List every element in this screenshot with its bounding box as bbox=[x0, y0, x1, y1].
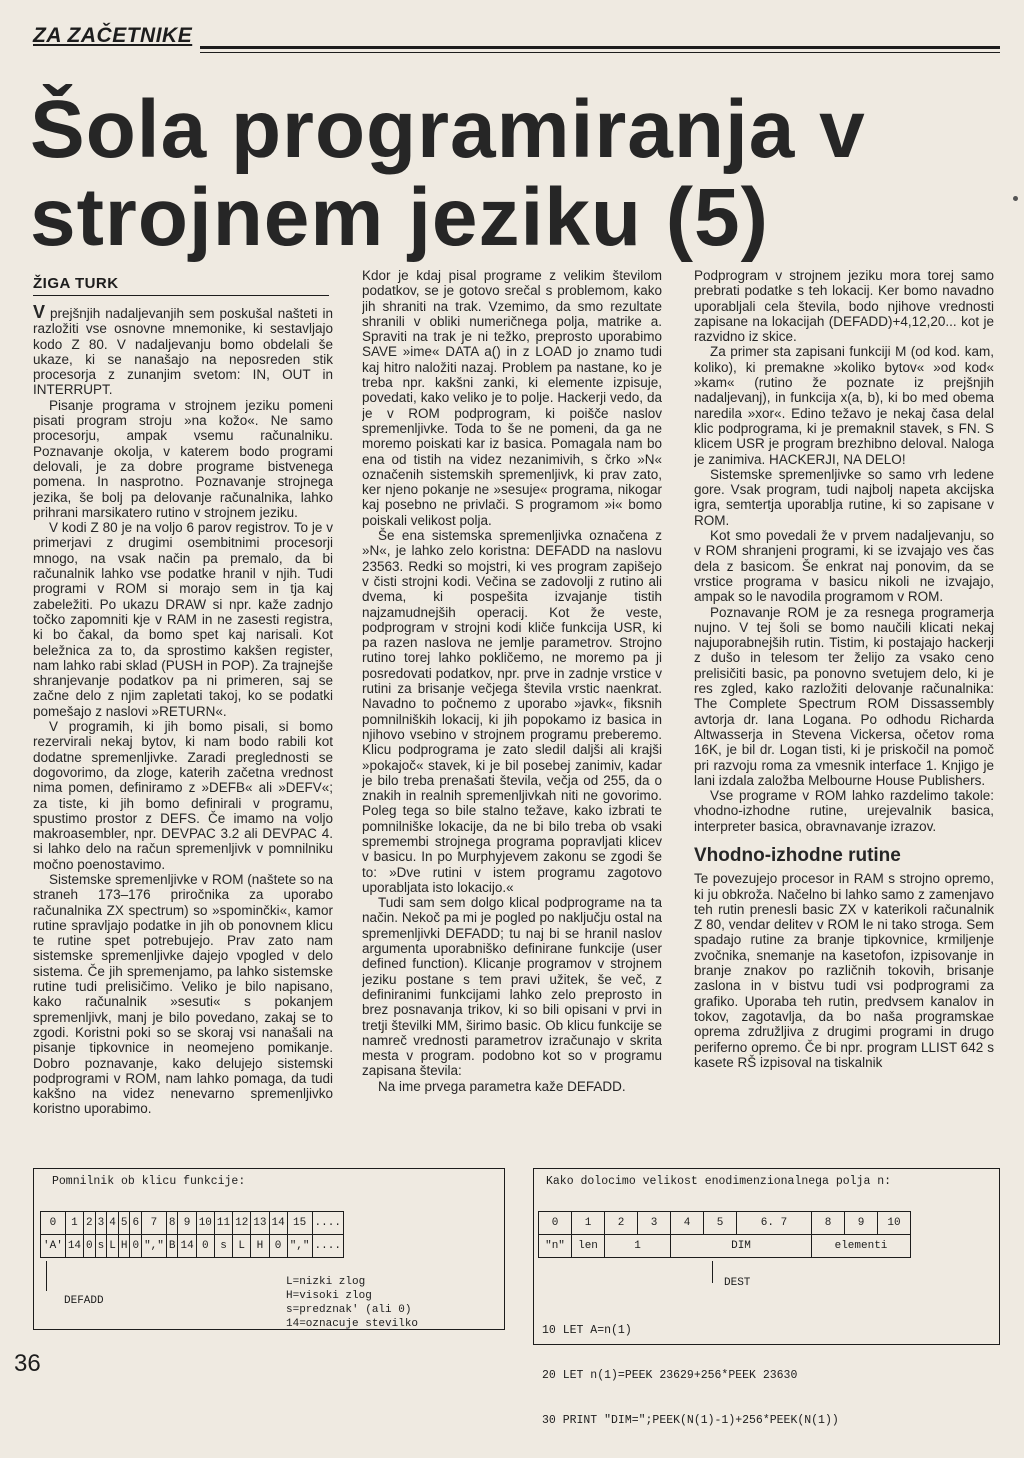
paragraph: Za primer sta zapisani funkciji M (od kod. kam, koliko), ki premakne »koliko bytov« »od kod« »kam« (rutino že poznate iz prejšnjih nadaljevanj), in funkcija x(a, b), ki bo med obema naredila »xor«. Edino težavo je nekaj časa delal klic podprograma, ki je premaknil stavek, s FN. S klicem USR je program brezhibno deloval. Naloga je zanimiva. HACKERJI, NA DELO! bbox=[694, 344, 994, 467]
array-table bbox=[538, 1211, 911, 1258]
drop-letter: V bbox=[33, 305, 46, 322]
table-cell: .... bbox=[312, 1235, 343, 1258]
paragraph: Na ime prvega parametra kaže DEFADD. bbox=[378, 1078, 626, 1094]
table-cell: 0 bbox=[539, 1212, 572, 1235]
table-cell: len bbox=[572, 1235, 605, 1258]
table-cell: 0 bbox=[196, 1235, 214, 1258]
legend-item: H=visoki zlog bbox=[286, 1290, 372, 1302]
table-cell: 0 bbox=[84, 1235, 96, 1258]
table-cell: "," bbox=[287, 1235, 312, 1258]
table-cell: s bbox=[214, 1235, 232, 1258]
table-cell: 6 bbox=[130, 1212, 142, 1235]
table-cell: H bbox=[251, 1235, 269, 1258]
table-cell: 1 bbox=[572, 1212, 605, 1235]
table-cell: 1 bbox=[605, 1235, 671, 1258]
title-line-2: strojnem jeziku (5) bbox=[30, 172, 769, 263]
table-cell: 5 bbox=[118, 1212, 130, 1235]
legend bbox=[286, 1275, 418, 1331]
table-cell: 10 bbox=[196, 1212, 214, 1235]
paragraph: Sistemske spremenljivke v ROM (naštete so na straneh 173–176 priročnika za uporabo računalnika ZX spectrum) so »spominčki«, kamor rutine spravljajo podatke in jih ob ponovnem klicu te rutine spet potrebujejo. Prav zato nam sistemske spremenljivke dajejo vpogled v delo sistema. Če jih spremenjamo, pa lahko sistemske rutine tudi prelisičimo. Veliko je bilo napisano, kako računalnik »sesuti« s pokanjem spremenljivk, manj je bilo povedano, zakaj se to zgodi. Koristni poki so se skoraj vsi nanašali na pisanje tipkovnice in neomejeno pomikanje. Dobro poznavanje, kako delujejo sistemski podprogrami v ROM, nam lahko pomaga, da tudi kakšno na videz nenevarno spremenljivko koristno uporabimo. bbox=[33, 871, 333, 1117]
pointer-line bbox=[712, 1261, 714, 1283]
value-row bbox=[41, 1235, 344, 1258]
paragraph: Kdor je kdaj pisal programe z velikim številom podatkov, se je gotovo srečal s problemom, kako jih shraniti na trak. Vzemimo, da smo rezultate shranili v obliki numeričnega polja, matrike a. Spraviti na trak je ni težko, preprosto uporabimo SAVE »ime« DATA a() in z LOAD jo znamo tudi kaj hitro naložiti nazaj. Problem pa nastane, ko je treba npr. kakšni zanki, ki elemente izpisuje, povedati, kako veliko je to polje. Hackerji vedo, da je v ROM podprogram, ki poišče naslov spremenljivke. Toda to še ne pomeni, da ga ne moremo poiskati kar iz basica. Pomagala nam bo ena od tistih na videz nezanimivih, s črko »N« označenih sistemskih spremenljivk, ki prav zato, ker njeno pokanje ne »sesuje« programa, nikogar kaj posebno ne privlači. S programom »i« bomo poiskali velikost polja. bbox=[362, 268, 662, 528]
table-cell: 9 bbox=[845, 1212, 878, 1235]
pointer-label: DEFADD bbox=[64, 1295, 104, 1307]
table-cell: 2 bbox=[84, 1212, 96, 1235]
section-tag: ZA ZAČETNIKE bbox=[33, 24, 193, 47]
figure-caption: Kako dolocimo velikost enodimenzionalnega polja n: bbox=[546, 1175, 892, 1188]
paragraph-text: prejšnjih nadaljevanjih sem poskušal našteti in razložiti vse osnovne mnemonike, ki sestavljajo kodo Z 80. V nadaljevanju bomo obdelali še ukaze, ki se nanašajo na neposreden stik procesorja z zunanjim svetom: IN, OUT in INTERRUPT. bbox=[33, 306, 333, 398]
table-cell: s bbox=[95, 1235, 107, 1258]
table-cell: .... bbox=[312, 1212, 343, 1235]
table-cell: 9 bbox=[178, 1212, 196, 1235]
author: ŽIGA TURK bbox=[33, 275, 119, 292]
paragraph: Te povezujejo procesor in RAM s strojno opremo, ki ju obkroža. Načelno bi lahko samo z zamenjavo teh rutin prenesli basic ZX v katerikoli računalnik Z 80, vendar delitev v ROM le ni tako stroga. Sem spadajo rutine za branje tipkovnice, krmiljenje zvočnika, snemanje na kasetofon, izpisovanje in branje znakov po različnih tokovih, brisanje zaslona in v bistvu tudi vsi podprogrami za grafiko. Uporaba teh rutin, predvsem kanalov in tokov, zagotavlja, da bo naša programskae oprema združljiva z drugimi programi in drugo periferno opremo. Če bi npr. program LLIST 642 s kasete RŠ izpisoval na tiskalnik bbox=[694, 871, 994, 1070]
speck bbox=[1013, 196, 1018, 201]
table-cell: 2 bbox=[605, 1212, 638, 1235]
code-line: 20 LET n(1)=PEEK 23629+256*PEEK 23630 bbox=[542, 1369, 798, 1382]
title-line-1: Šola programiranja v bbox=[30, 84, 866, 175]
table-cell: 3 bbox=[638, 1212, 671, 1235]
paragraph: Sistemske spremenljivke so samo vrh ledene gore. Vsak program, tudi najbolj napeta akcijska igra, semtertja uporablja rutine, ki so zapisane v ROM. bbox=[694, 466, 994, 528]
figure-memory-box bbox=[33, 1168, 505, 1330]
author-rule bbox=[33, 295, 329, 296]
column-2 bbox=[362, 268, 662, 1164]
table-cell: 7 bbox=[142, 1212, 167, 1235]
table-cell: 8 bbox=[812, 1212, 845, 1235]
column-3 bbox=[694, 268, 994, 1180]
table-cell: 0 bbox=[130, 1235, 142, 1258]
table-cell: 10 bbox=[878, 1212, 911, 1235]
index-row bbox=[539, 1212, 911, 1235]
table-cell: 13 bbox=[251, 1212, 269, 1235]
paragraph: Poznavanje ROM je za resnega programerja nujno. V tej šoli se bomo naučili klicati nekaj najuporabnejših rutin. Tistim, ki postajajo hackerji z dušo in telesom ter želijo za vsako ceno prelisičiti basic, pa ponovno svetujem delo, ki je res zgled, kako razložiti delovanje računalnika: The Complete Spectrum ROM Dissassembly avtorja dr. Iana Logana. Po odhodu Richarda Altwasserja in Stevena Vickersa, očetov roma 16K, je bil dr. Logan tisti, ki je priskočil na pomoč pri razvoju roma za vmesnik interface 1. Knjigo je lani izdala založba Melbourne House Publishers. bbox=[694, 604, 994, 788]
table-cell: 14 bbox=[178, 1235, 196, 1258]
legend-item: s=predznak' (ali 0) bbox=[286, 1304, 412, 1316]
paragraph: Vse programe v ROM lahko razdelimo takole: vhodno-izhodne rutine, urejevalnik basica, interpreter basica, obravnavanje izrazov. bbox=[694, 788, 994, 834]
paragraph: Še ena sistemska spremenljivka označena z »N«, je lahko zelo koristna: DEFADD na naslovu 23563. Redki so mojstri, ki ves program zapišejo v čisti strojni kodi. Večina se zadovolji z rutino ali dvema, ki pospešita izvajanje tistih najzamudnejših operacij. Kot že veste, podprogram v strojni kodi kliče funkcija USR, ki pa razen naslova ne jemlje parametrov. Strojno rutino torej lahko pokličemo, ne moremo pa ji posredovati podatkov, npr. prve in zadnje vrstice v rutini za brisanje večjega števila vrstic naenkrat. Navadno to počnemo z uporabo »javk«, fiksnih pomnilniških lokacij, ki jih popokamo iz basica in njihovo vsebino v strojnem programu preberemo. Klicu podprograma je zato sledil daljši ali krajši »pokajoč« stavek, ki je bil posebej zanimiv, kadar je bilo treba prenašati števila, večja od 255, da o znakih in realnih spremenljivkah niti ne govorimo. Poleg tega so bile stalno težave, kako izbrati te pomnilniške lokacije, da ne bi bilo treba ob vsaki spremembi strojnega programa popravljati klicev v basicu. In po Murphyjevem zakonu se zgodi še to: »Dve rutini v istem programu zagotovo uporabljata isto lokacijo.« bbox=[362, 528, 662, 895]
pointer-line bbox=[46, 1261, 48, 1291]
table-cell: L bbox=[107, 1235, 119, 1258]
pointer-label: DEST bbox=[724, 1277, 751, 1289]
memory-table bbox=[40, 1211, 344, 1258]
table-cell: 'A' bbox=[41, 1235, 66, 1258]
table-cell: elementi bbox=[812, 1235, 911, 1258]
table-cell: 14 bbox=[269, 1212, 287, 1235]
subheading: Vhodno-izhodne rutine bbox=[694, 844, 901, 866]
code-line: 30 PRINT "DIM=";PEEK(N(1)-1)+256*PEEK(N(1)) bbox=[542, 1414, 839, 1427]
table-cell: "," bbox=[142, 1235, 167, 1258]
table-cell: 15 bbox=[287, 1212, 312, 1235]
table-cell: 0 bbox=[269, 1235, 287, 1258]
paragraph: V kodi Z 80 je na voljo 6 parov registrov. To je v primerjavi z drugimi osembitnimi procesorji mnogo, na vsak način pa premalo, da bi računalnik lahko vse podatke hranil v njih. Tudi programi v ROM si morajo sem in tja kaj zabeležiti. Po ukazu DRAW si npr. kaže zadnjo točko zapomniti kje v RAM in ne zasesti registra, ki bo čakal, da bomo spet kaj narisali. Kot beležnica za to, da sprostimo kakšen register, nam lahko rabi sklad (PUSH in POP). Za trajnejše shranjevanje podatkov pa ni primeren, saj se začne delo z njim zapletati takoj, ko se podatki pomešajo z naslovi »RETURN«. bbox=[33, 520, 333, 719]
table-cell: 12 bbox=[233, 1212, 251, 1235]
paragraph: Pisanje programa v strojnem jeziku pomeni pisati program stroju »na kožo«. Ne samo procesorju, ampak vsemu računalniku. Poznavanje okolja, v katerem bodo programi delovali, je za dobre programe bistvenega pomena. In nasprotno. Poznavanje strojnega jezika, še bolj pa delovanje računalnika, lahko prihrani marsikatero rutino v strojnem jeziku. bbox=[33, 397, 333, 520]
table-cell: 0 bbox=[41, 1212, 66, 1235]
paragraph bbox=[33, 305, 333, 398]
legend-item: L=nizki zlog bbox=[286, 1276, 366, 1288]
basic-code bbox=[542, 1293, 839, 1458]
table-cell: H bbox=[118, 1235, 130, 1258]
article-title bbox=[30, 86, 1010, 262]
table-cell: 14 bbox=[65, 1235, 83, 1258]
paragraph: Kot smo povedali že v prvem nadaljevanju, so v ROM shranjeni programi, ki se izvajajo ves čas dela z basicom. Še enkrat naj ponovim, da se vrstice programa v basicu nikoli ne izvajajo, ampak so le navodila programom v ROM. bbox=[694, 528, 994, 605]
index-row bbox=[41, 1212, 344, 1235]
table-cell: 4 bbox=[107, 1212, 119, 1235]
table-cell: 11 bbox=[214, 1212, 232, 1235]
section-rule bbox=[200, 46, 1000, 53]
code-line: 10 LET A=n(1) bbox=[542, 1324, 632, 1337]
figure-array-box bbox=[533, 1168, 1000, 1427]
table-cell: B bbox=[166, 1235, 178, 1258]
value-row bbox=[539, 1235, 911, 1258]
paragraph: Podprogram v strojnem jeziku mora torej samo prebrati podatke s teh lokacij. Ker bomo navadno uporabljali cela števila, bodo njihove vrednosti zapisane na lokacijah (DEFADD)+4,12,20... kot je razvidno iz skice. bbox=[694, 268, 994, 345]
paragraph: V programih, ki jih bomo pisali, si bomo rezervirali nekaj bytov, ki nam bodo rabili kot dodatne spremenljivke. Zaradi preglednosti se dogovorimo, da zloge, katerih začetna vrednost nima pomen, definiramo z »DEFB« ali »DEFV«; za tiste, ki jih bomo definirali v programu, spustimo prostor z DEFS. Če imamo na voljo makroasembler, npr. DEVPAC 3.2 ali DEVPAC 4. si lahko delo na račun spremenljivk v pomnilniku močno poenostavimo. bbox=[33, 719, 333, 872]
table-cell: L bbox=[233, 1235, 251, 1258]
legend-item: 14=oznacuje stevilko bbox=[286, 1318, 419, 1330]
table-cell: 6. 7 bbox=[737, 1212, 812, 1235]
paragraph: Tudi sam sem dolgo klical podprograme na ta način. Nekoč pa mi je pogled po naključju ostal na spremenljivki DEFADD; tu naj bi se hranil naslov argumenta uporabniško definirane funkcije (user defined function). Klicanje programov v strojnem jeziku postane s tem pravi užitek, še več, z definiranimi funkcijami lahko zelo preprosto in brez posnavanja trikov, ki so bili opisani v prvi in tretji številki MM, širimo basic. Ob klicu funkcije se namreč vrednosti parametrov izračunajo v skrita mesta v program. podobno kot so v programu zapisana števila: bbox=[362, 895, 662, 1079]
table-cell: 5 bbox=[704, 1212, 737, 1235]
column-1 bbox=[33, 305, 333, 1163]
table-cell: "n" bbox=[539, 1235, 572, 1258]
table-cell: 3 bbox=[95, 1212, 107, 1235]
figure-caption: Pomnilnik ob klicu funkcije: bbox=[52, 1175, 246, 1188]
page-number: 36 bbox=[14, 1350, 41, 1377]
table-cell: 1 bbox=[65, 1212, 83, 1235]
table-cell: DIM bbox=[671, 1235, 812, 1258]
table-cell: 8 bbox=[166, 1212, 178, 1235]
table-cell: 4 bbox=[671, 1212, 704, 1235]
